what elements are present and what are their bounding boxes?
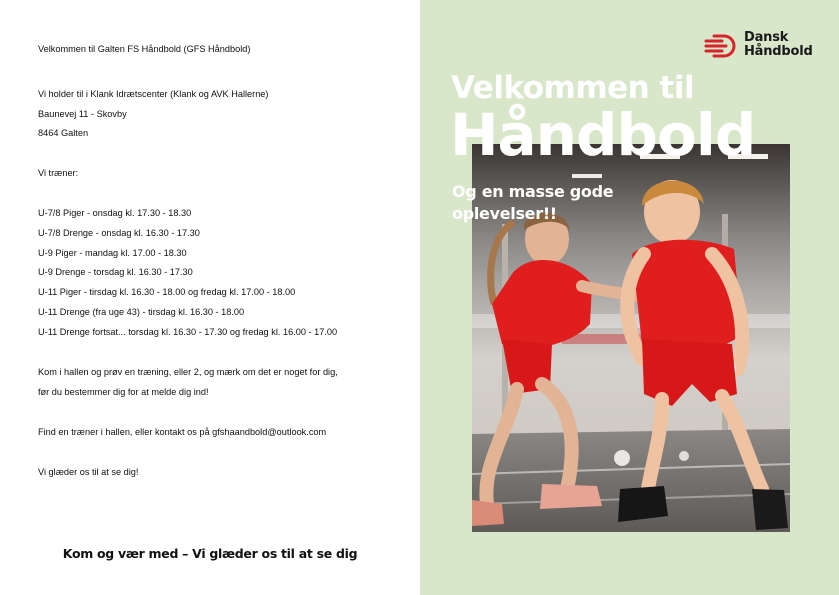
invite-text: Kom i hallen og prøv en træning, eller 2, og mærk om det er noget for dig,: [38, 367, 338, 377]
venue-text: Vi holder til i Klank Idrætscenter (Klank og AVK Hallerne): [38, 89, 269, 99]
heading-handbold: Håndbold: [450, 101, 756, 169]
schedule-item: U-11 Drenge (fra uge 43) - tirsdag kl. 16.30 - 18.00: [38, 307, 245, 317]
schedule-item: U-7/8 Piger - onsdag kl. 17.30 - 18.30: [38, 208, 192, 218]
closing-text: Vi glæder os til at se dig!: [38, 467, 139, 477]
schedule-item: U-9 Drenge - torsdag kl. 16.30 - 17.30: [38, 267, 193, 277]
schedule-heading: Vi træner:: [38, 168, 79, 178]
tagline-line1: Og en masse gode: [452, 182, 614, 201]
intro-text: Velkommen til Galten FS Håndbold (GFS Håndbold): [38, 44, 251, 54]
schedule-item: U-9 Piger - mandag kl. 17.00 - 18.30: [38, 248, 187, 258]
logo-text-line2: Håndbold: [744, 44, 813, 59]
schedule-item: U-11 Drenge fortsat... torsdag kl. 16.30 - 17.30 og fredag kl. 16.00 - 17.00: [38, 327, 338, 337]
schedule-item: U-7/8 Drenge - onsdag kl. 16.30 - 17.30: [38, 228, 200, 238]
heading-welcome: Velkommen til: [451, 70, 695, 106]
tagline-line2: oplevelser!!: [452, 204, 557, 223]
dansk-handbold-logo-icon: [704, 33, 738, 59]
address-street: Baunevej 11 - Skovby: [38, 109, 127, 119]
dansk-handbold-logo: [704, 31, 824, 61]
address-city: 8464 Galten: [38, 128, 89, 138]
contact-text: Find en træner i hallen, eller kontakt os på gfshaandbold@outlook.com: [38, 427, 327, 437]
tagline: [452, 181, 613, 225]
logo-text-line1: Dansk: [744, 30, 789, 45]
footer-call-to-action: Kom og vær med – Vi glæder os til at se dig: [62, 546, 358, 561]
schedule-item: U-11 Piger - tirsdag kl. 16.30 - 18.00 og fredag kl. 17.00 - 18.00: [38, 287, 296, 297]
invite-text-2: før du bestemmer dig for at melde dig ind!: [38, 387, 209, 397]
